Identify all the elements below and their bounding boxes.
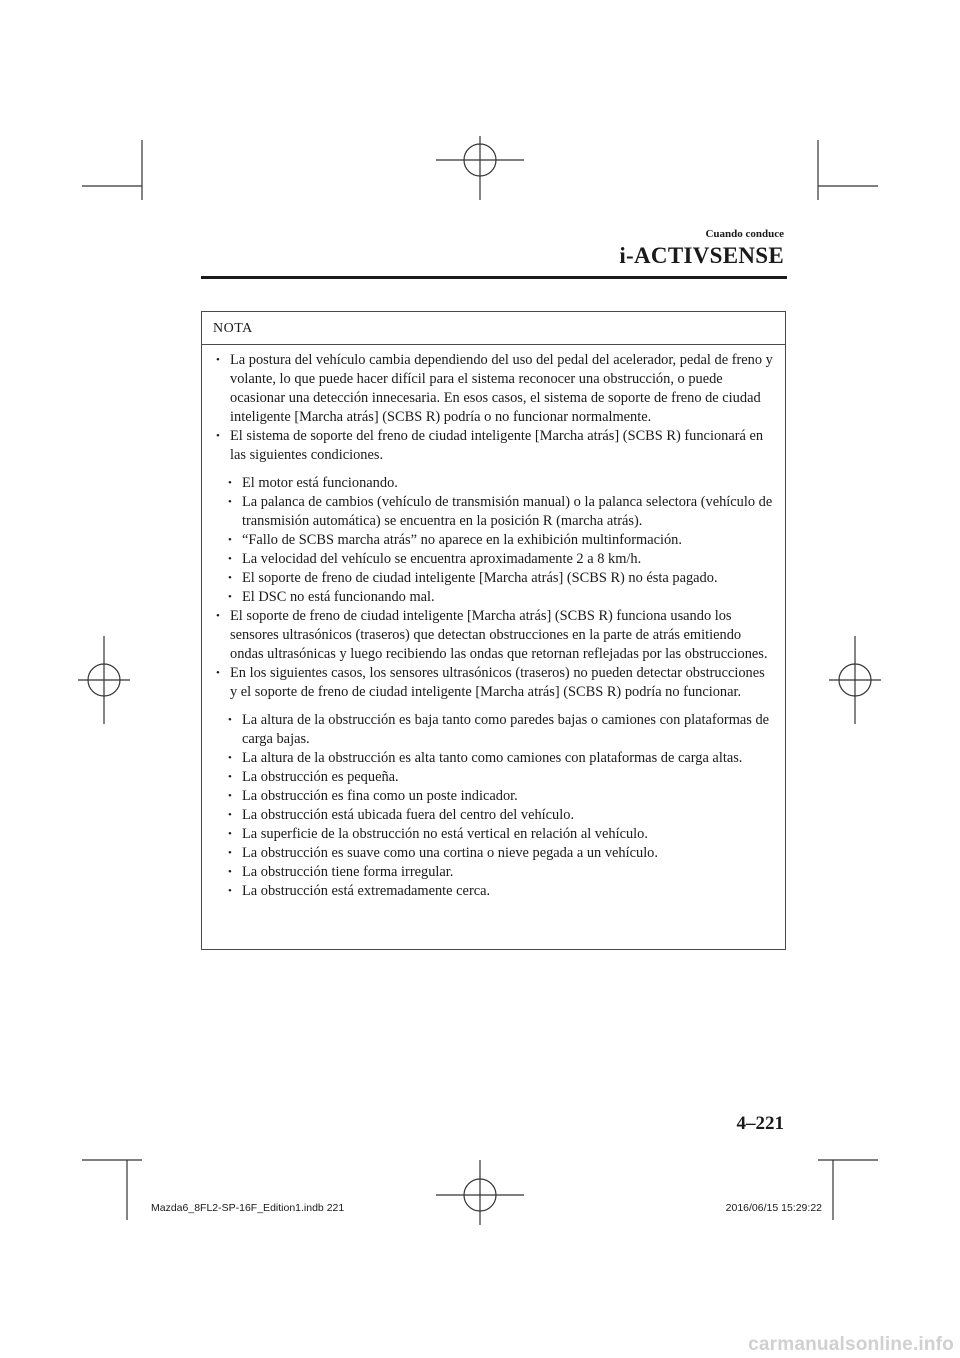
list-item-text: En los siguientes casos, los sensores ultrasónicos (traseros) no pueden detectar obstrucciones y el soporte de freno de ciudad inteligente [Marcha atrás] (SCBS R) podría no funcionar. [230, 665, 765, 700]
bullet-icon: • [228, 496, 232, 508]
sub-list-item [202, 550, 785, 569]
list-item-text: El motor está funcionando. [242, 475, 398, 491]
bullet-icon: • [228, 714, 232, 726]
list-item-text: El sistema de soporte del freno de ciudad inteligente [Marcha atrás] (SCBS R) funcionará en las siguientes condiciones. [230, 428, 764, 463]
list-item [202, 607, 785, 664]
watermark: carmanualsonline.info [748, 1334, 954, 1355]
sub-list-item [202, 711, 785, 749]
sub-list-item [202, 806, 785, 825]
note-separator [202, 344, 785, 345]
sub-list-item [202, 749, 785, 768]
footer-file-info: Mazda6_8FL2-SP-16F_Edition1.indb 221 [151, 1202, 345, 1214]
list-gap [202, 702, 785, 711]
list-item-text: “Fallo de SCBS marcha atrás” no aparece en la exhibición multinformación. [242, 532, 682, 548]
list-item-text: La altura de la obstrucción es baja tanto como paredes bajas o camiones con plataformas de carga bajas. [242, 712, 770, 747]
header-rule [201, 276, 787, 279]
sub-list-item [202, 787, 785, 806]
sub-list-item [202, 588, 785, 607]
sub-list-item [202, 768, 785, 787]
list-item-text: La velocidad del vehículo se encuentra aproximadamente 2 a 8 km/h. [242, 551, 642, 567]
bullet-icon: • [228, 752, 232, 764]
sub-list-item [202, 844, 785, 863]
bullet-icon: • [228, 885, 232, 897]
list-item-text: La postura del vehículo cambia dependiendo del uso del pedal del acelerador, pedal de freno y volante, lo que puede hacer difícil para el sistema reconocer una obstrucción, o puede ocasionar una detección innecesaria. En esos casos, el sistema de soporte de freno de ciudad inteligente [Marcha atrás] (SCBS R) podría o no funcionar normalmente. [230, 352, 773, 425]
sub-list-item [202, 569, 785, 588]
list-item-text: La obstrucción está extremadamente cerca. [242, 883, 491, 899]
list-gap [202, 465, 785, 474]
list-item-text: La obstrucción es fina como un poste indicador. [242, 788, 518, 804]
bullet-icon: • [228, 572, 232, 584]
bullet-icon: • [228, 866, 232, 878]
list-item [202, 351, 785, 427]
list-item-text: La superficie de la obstrucción no está vertical en relación al vehículo. [242, 826, 648, 842]
list-item-text: La obstrucción es suave como una cortina o nieve pegada a un vehículo. [242, 845, 658, 861]
list-item-text: La obstrucción tiene forma irregular. [242, 864, 454, 880]
bullet-icon: • [228, 828, 232, 840]
list-item-text: La palanca de cambios (vehículo de transmisión manual) o la palanca selectora (vehículo de transmisión automática) se encuentra en la posición R (marcha atrás). [242, 494, 773, 529]
list-item-text: El DSC no está funcionando mal. [242, 589, 435, 605]
bullet-icon: • [216, 430, 220, 442]
sub-list-item [202, 882, 785, 901]
list-item-text: La altura de la obstrucción es alta tanto como camiones con plataformas de carga altas. [242, 750, 743, 766]
list-item-text: La obstrucción está ubicada fuera del centro del vehículo. [242, 807, 575, 823]
bullet-icon: • [228, 790, 232, 802]
footer-timestamp: 2016/06/15 15:29:22 [725, 1202, 822, 1214]
list-item-text: El soporte de freno de ciudad inteligente [Marcha atrás] (SCBS R) no ésta pagado. [242, 570, 718, 586]
bullet-icon: • [228, 534, 232, 546]
bullet-icon: • [228, 809, 232, 821]
bullet-icon: • [216, 354, 220, 366]
bullet-icon: • [228, 771, 232, 783]
list-item-text: La obstrucción es pequeña. [242, 769, 399, 785]
sub-list-item [202, 474, 785, 493]
bullet-icon: • [228, 553, 232, 565]
list-item [202, 664, 785, 702]
section-label: Cuando conduce [705, 228, 784, 240]
sub-list-item [202, 493, 785, 531]
sub-list-item [202, 863, 785, 882]
bullet-icon: • [228, 847, 232, 859]
page-number: 4–221 [736, 1113, 784, 1134]
bullet-icon: • [228, 477, 232, 489]
note-title: NOTA [213, 321, 253, 336]
sub-list-item [202, 531, 785, 550]
note-body [202, 351, 785, 901]
chapter-title: i-ACTIVSENSE [619, 243, 784, 268]
bullet-icon: • [216, 667, 220, 679]
list-item [202, 427, 785, 465]
list-item-text: El soporte de freno de ciudad inteligente [Marcha atrás] (SCBS R) funciona usando los sensores ultrasónicos (traseros) que detectan obstrucciones en la parte de atrás emitiendo ondas ultrasónicas y luego recibiendo las ondas que retornan reflejadas por las obstrucciones. [230, 608, 768, 662]
sub-list-item [202, 825, 785, 844]
bullet-icon: • [228, 591, 232, 603]
bullet-icon: • [216, 610, 220, 622]
note-box [201, 311, 786, 950]
